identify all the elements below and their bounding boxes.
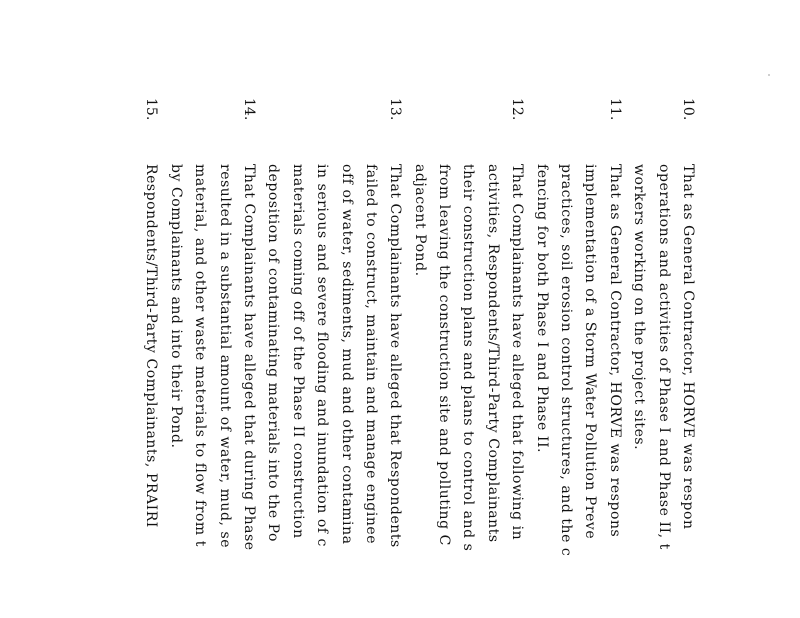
line-text: from leaving the construction site and polluting C xyxy=(436,164,453,546)
line-text: That Complainants have alleged that following in xyxy=(509,164,526,541)
paragraph-number: 12. xyxy=(509,98,526,121)
paragraph-number: 11. xyxy=(606,98,623,121)
line-text: resulted in a substantial amount of water, mud, se xyxy=(216,164,233,549)
line-text: in serious and severe flooding and inundation of c xyxy=(314,164,331,547)
line-text: That as General Contractor, HORVE was respon xyxy=(680,164,696,530)
line-text: That Complainants have alleged that Respondents xyxy=(387,164,404,548)
paragraph-number: 15. xyxy=(143,98,160,121)
line-text: Respondents/Third-Party Complainants, PRAIRI xyxy=(143,164,160,528)
line-text: activities, Respondents/Third-Party Complainants xyxy=(484,164,501,543)
line-text: practices, soil erosion control structures, and the c xyxy=(558,164,575,557)
line-text: by Complainants and into their Pond. xyxy=(167,164,184,449)
line-text: implementation of a Storm Water Pollution Preve xyxy=(582,164,599,540)
line-text: off of water, sediments, mud and other contamina xyxy=(338,164,355,545)
paragraph-number: 13. xyxy=(387,98,404,121)
line-text: That as General Contractor, HORVE was respons xyxy=(606,164,623,538)
line-text: their construction plans and plans to control and s xyxy=(460,164,477,552)
scan-speck xyxy=(768,74,770,76)
paragraph-number: 10. xyxy=(680,98,696,121)
line-text: adjacent Pond. xyxy=(411,164,428,277)
line-text: materials coming off of the Phase II construction xyxy=(289,164,306,539)
line-text: deposition of contaminating materials into the Po xyxy=(265,164,282,543)
line-text: fencing for both Phase I and Phase II. xyxy=(533,164,550,454)
line-text: failed to construct, maintain and manage enginee xyxy=(362,164,379,545)
line-text: workers working on the project sites. xyxy=(631,164,648,451)
line-text: operations and activities of Phase I and Phase II, t xyxy=(655,164,672,550)
paragraph-number: 14. xyxy=(240,98,257,121)
line-text: material, and other waste materials to flow from t xyxy=(192,164,209,547)
line-text: That Complainants have alleged that during Phase xyxy=(240,164,257,551)
